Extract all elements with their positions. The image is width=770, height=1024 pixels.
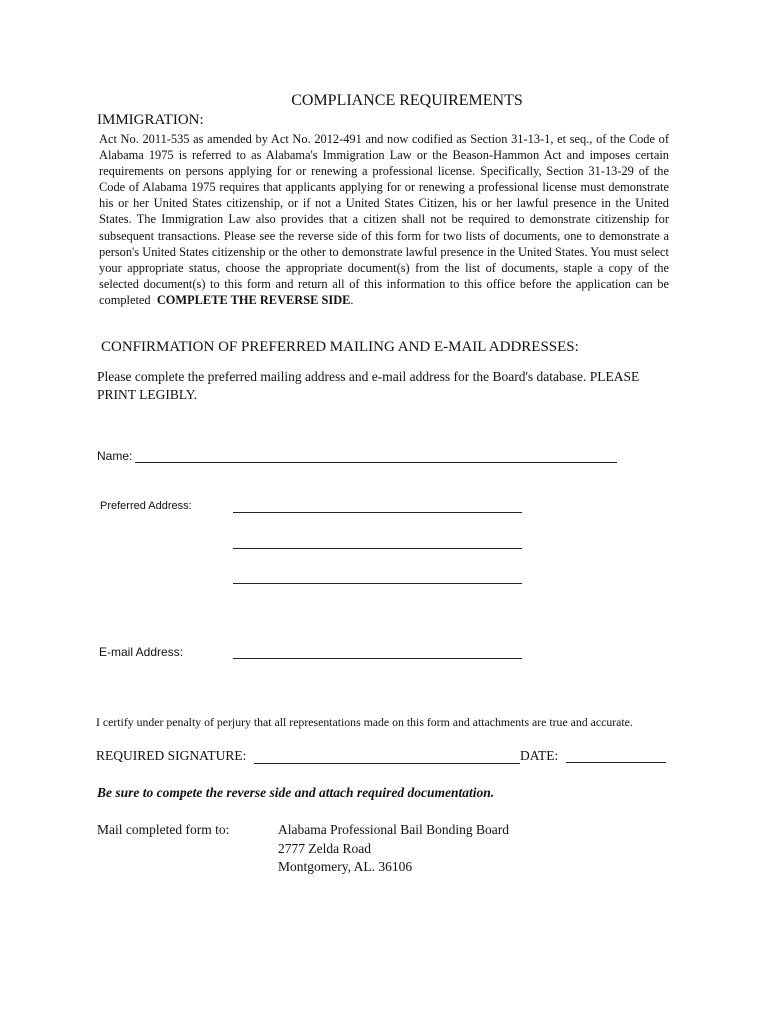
address-line-2-field[interactable] xyxy=(233,548,522,549)
signature-label: REQUIRED SIGNATURE: xyxy=(96,748,247,763)
signature-field[interactable] xyxy=(254,763,520,764)
immigration-body: Act No. 2011-535 as amended by Act No. 2012-491 and now codified as Section 31-13-1, et seq., of the Code of Alabama 1975 is referred to as Alabama's Immigration Law or the Beason-Hammon Act and imposes certain requirements on persons applying for or renewing a professional license. Specifically, Section 31-13-29 of the Code of Alabama 1975 requires that applicants applying for or renewing a professional license must demonstrate his or her United States citizenship, or if not a United States Citizen, his or her lawful presence in the United States. The Immigration Law also provides that a citizen shall not be required to demonstrate citizenship for subsequent transactions. Please see the reverse side of this form for two lists of documents, one to demonstrate a person's United States citizenship or the other to demonstrate lawful presence in the United States. You must select your appropriate status, choose the appropriate document(s) from the list of documents, staple a copy of the selected document(s) to this form and return all of this information to this office before the application can be completed xyxy=(99,132,669,307)
email-field[interactable] xyxy=(233,658,522,659)
date-field[interactable] xyxy=(566,762,666,763)
mail-address-line: Alabama Professional Bail Bonding Board xyxy=(278,822,509,837)
certification-statement: I certify under penalty of perjury that all representations made on this form and attachments are true and accurate. xyxy=(96,715,633,729)
immigration-heading: IMMIGRATION: xyxy=(97,112,204,128)
address-line-1-field[interactable] xyxy=(233,512,522,513)
mail-address-line: Montgomery, AL. 36106 xyxy=(278,859,413,874)
reminder-note: Be sure to compete the reverse side and attach required documentation. xyxy=(97,785,495,800)
date-label: DATE: xyxy=(520,748,559,763)
name-field[interactable] xyxy=(135,462,617,463)
page-title: COMPLIANCE REQUIREMENTS xyxy=(291,92,523,109)
complete-reverse-emphasis: COMPLETE THE REVERSE SIDE xyxy=(156,292,351,307)
address-line-3-field[interactable] xyxy=(233,583,522,584)
preferred-address-label: Preferred Address: xyxy=(100,500,192,512)
mail-to-label: Mail completed form to: xyxy=(97,822,230,837)
mail-address-line: 2777 Zelda Road xyxy=(278,841,371,856)
immigration-period: . xyxy=(350,292,354,307)
confirmation-heading: CONFIRMATION OF PREFERRED MAILING AND E-MAIL ADDRESSES: xyxy=(101,339,579,355)
name-label: Name: xyxy=(97,449,133,463)
email-label: E-mail Address: xyxy=(99,645,184,659)
immigration-paragraph xyxy=(99,131,669,308)
confirmation-note: Please complete the preferred mailing address and e-mail address for the Board's database. PLEASE PRINT LEGIBLY. xyxy=(97,369,640,402)
